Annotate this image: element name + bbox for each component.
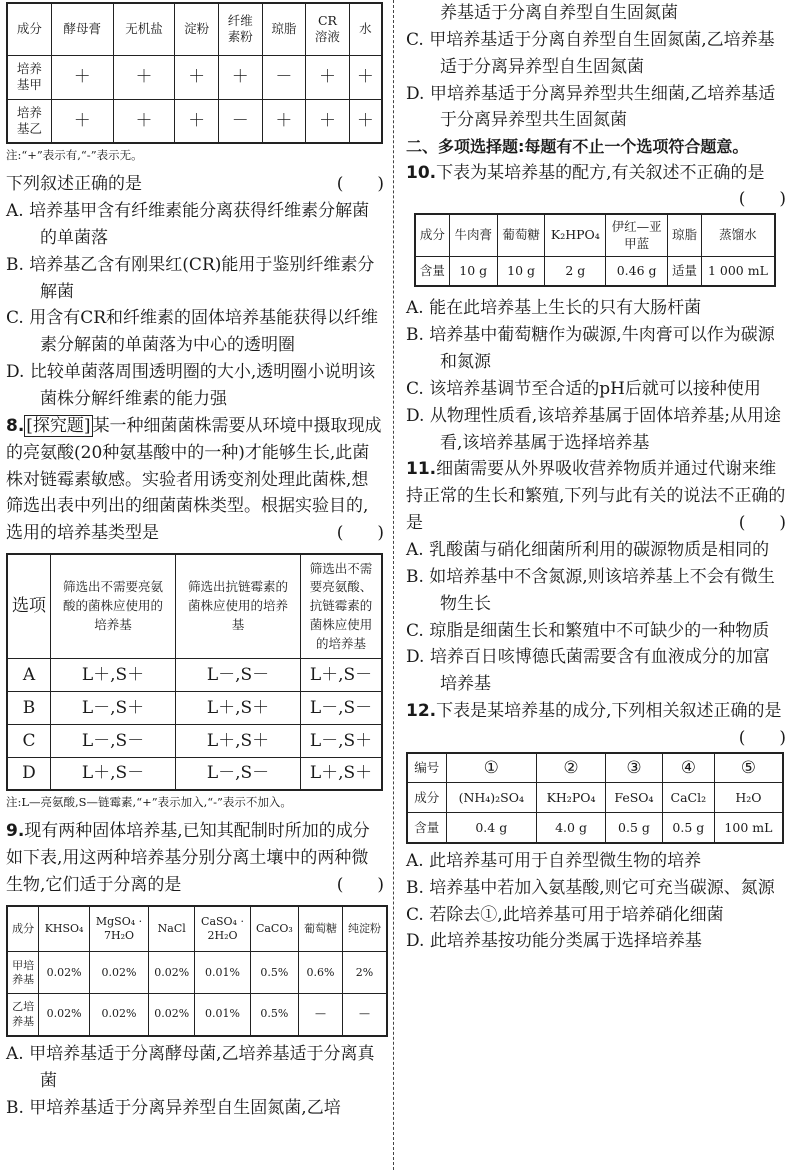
t1-header: 酵母膏 [63,21,101,37]
q12-amount: 100 mL [714,813,783,843]
q8-cell: L－,S＋ [301,724,383,757]
q12-amount: 0.5 g [606,813,663,843]
q12-component: CaCl₂ [662,783,714,813]
q9-cell: 0.02% [39,994,90,1036]
q8-cell: L＋,S－ [301,658,383,691]
column-divider [393,0,395,1170]
q8-cell: B [7,691,51,724]
q8-cell: D [7,757,51,790]
q10-stem: 10.下表为某培养基的配方,有关叙述不正确的是 ( ) [406,160,786,187]
q8-number: 8. [6,415,25,436]
q10-cell: 1 000 mL [701,256,775,286]
q10-cell: 适量 [668,256,702,286]
q10-number: 10. [406,162,437,183]
t1-cell: － [262,55,306,99]
t1-cell: ＋ [51,99,113,143]
q8-header: 筛选出抗链霉素的菌株应使用的培养基 [176,554,301,658]
q12-number: 12. [406,701,437,722]
answer-paren: ( ) [336,174,384,195]
q9-option-b-end: 养基适于分离自养型自生固氮菌 [440,3,678,23]
t1-cell: ＋ [349,99,382,143]
t1-cell: ＋ [113,55,175,99]
q9-cell: 0.02% [89,952,148,994]
q10-header: 甲蓝 [624,235,650,251]
q10-header: K₂HPO₄ [550,227,600,243]
q10-table [414,213,776,287]
q11-option-d: D. 培养百日咳博德氏菌需要含有血液成分的加富培养基 [406,647,770,695]
t1-cell: ＋ [218,55,262,99]
q9-cell: — [299,994,343,1036]
q9-cell: 0.5% [250,952,298,994]
q10-cell: 10 g [497,256,545,286]
q11-number: 11. [406,459,437,480]
q9-header: 2H₂O [207,929,238,943]
q12-amount: 0.4 g [446,813,536,843]
q8-header: 选项 [7,554,51,658]
q8-cell: L＋,S＋ [51,658,176,691]
q8-cell: L－,S－ [176,658,301,691]
answer-paren: ( ) [336,523,384,544]
q8-header: 筛选出不需要亮氨酸、抗链霉素的菌株应使用的培养基 [301,554,383,658]
q12-option-d: D. 此培养基按功能分类属于选择培养基 [406,931,702,952]
q9-cell: 0.02% [149,994,195,1036]
q11-stem: 11.细菌需要从外界吸收营养物质并通过代谢来维持正常的生长和繁殖,下列与此有关的说法不正确的是 ( ) [406,456,786,537]
q8-stem: 8. [探究题] 某一种细菌菌株需要从环境中摄取现成的亮氨酸(20种氨基酸中的一种)才能够生长,此菌株对链霉素敏感。实验者用诱变剂处理此菌株,想筛选出表中列出的细菌菌株类型。根据实验目的,选用的培养基类型是 ( ) [6,413,384,547]
q12-id: ③ [606,753,663,783]
left-column [6,0,384,1121]
q8-cell: L＋,S＋ [176,724,301,757]
q9-option-c: C. 甲培养基适于分离自养型自生固氮菌,乙培养基适于分离异养型自生固氮菌 [406,29,775,77]
q10-option-b: B. 培养基中葡萄糖作为碳源,牛肉膏可以作为碳源和氮源 [406,325,775,372]
q9-header: NaCl [157,921,186,935]
answer-paren: ( ) [738,513,786,534]
q8-cell: C [7,724,51,757]
section-heading: 二、多项选择题:每题有不止一个选项符合题意。 [406,137,749,157]
q8-cell: L－,S－ [176,757,301,790]
t1-header: 成分 [16,21,42,37]
q9-stem: 9.现有两种固体培养基,已知其配制时所加的成分如下表,用这两种培养基分别分离土壤中的两种微生物,它们适于分离的是 ( ) [6,818,384,899]
q10-header: 琼脂 [671,227,697,243]
q12-id: ⑤ [714,753,783,783]
q7-option-c: C. 用含有CR和纤维素的固体培养基能获得以纤维素分解菌的单菌落为中心的透明圈 [6,308,379,356]
q12-id: ① [446,753,536,783]
q12-component: (NH₄)₂SO₄ [446,783,536,813]
t1-cell: ＋ [306,55,350,99]
t1-header: 无机盐 [125,21,163,37]
t1-cell: ＋ [306,99,350,143]
q8-cell: L＋,S－ [51,757,176,790]
q11-option-c: C. 琼脂是细菌生长和繁殖中不可缺少的一种物质 [406,620,770,641]
q11-option-b: B. 如培养基中不含氮源,则该培养基上不会有微生物生长 [406,566,775,614]
t1-row-label: 培养 基乙 [7,99,51,143]
q10-header: 成分 [419,227,445,243]
q9-row-label: 乙培 养基 [7,994,39,1036]
q12-amount: 0.5 g [662,813,714,843]
q8-header: 筛选出不需要亮氨酸的菌株应使用的培养基 [51,554,176,658]
t1-cell: ＋ [51,55,113,99]
q8-cell: A [7,658,51,691]
q7-option-a: A. 培养基甲含有纤维素能分离获得纤维素分解菌的单菌落 [6,200,370,248]
right-column [406,0,786,955]
q10-header: 蒸馏水 [719,227,757,243]
q7-option-d: D. 比较单菌落周围透明圈的大小,透明圈小说明该菌株分解纤维素的能力强 [6,362,376,409]
q9-header: 葡萄糖 [304,921,337,935]
t1-header: 纤维 [227,13,253,28]
t1-row-label: 培养 基甲 [7,55,51,99]
q9-cell: 0.6% [299,952,343,994]
q10-row-label: 含量 [415,256,449,286]
t1-header: 淀粉 [184,21,210,37]
q9-cell: 0.5% [250,994,298,1036]
q8-cell: L－,S＋ [51,691,176,724]
t1-note: 注:“+”表示有,“-”表示无。 [6,148,143,162]
q9-cell: 0.02% [89,994,148,1036]
q7-stem: 下列叙述正确的是 ( ) [6,171,384,198]
q9-header: CaSO₄ · [201,914,244,928]
answer-paren: ( ) [336,874,384,895]
q7-option-b: B. 培养基乙含有刚果红(CR)能用于鉴别纤维素分解菌 [6,254,375,302]
t1-cell: ＋ [349,55,382,99]
q9-header: CaCO₃ [255,921,293,935]
t1-cell: ＋ [262,99,306,143]
q9-option-b-start: B. 甲培养基适于分离异养型自生固氮菌,乙培 [6,1097,341,1118]
q9-header: 成分 [12,921,35,935]
q12-label: 成分 [407,783,446,813]
q8-cell: L＋,S＋ [176,691,301,724]
q9-cell: 0.01% [195,994,250,1036]
q12-option-b: B. 培养基中若加入氨基酸,则它可充当碳源、氮源 [406,877,775,898]
t1-header: 琼脂 [271,21,297,37]
q12-id: ② [536,753,605,783]
q11-option-a: A. 乳酸菌与硝化细菌所利用的碳源物质是相同的 [406,540,770,561]
q12-stem: 12.下表是某培养基的成分,下列相关叙述正确的是 ( ) [406,698,786,725]
q9-header: 纯淀粉 [347,921,381,935]
q8-cell: L－,S－ [301,691,383,724]
q9-header: 7H₂O [103,929,135,943]
q9-number: 9. [6,821,25,842]
q9-table [6,905,388,1037]
q9-header: MgSO₄ · [95,914,143,928]
q9-option-d: D. 甲培养基适于分离异养型共生细菌,乙培养基适于分离异养型共生固氮菌 [406,83,776,131]
q12-option-a: A. 此培养基可用于自养型微生物的培养 [406,850,702,871]
q9-cell: 2% [342,952,387,994]
q9-cell: — [342,994,387,1036]
q12-table [406,752,784,844]
q10-option-c: C. 该培养基调节至合适的pH后就可以接种使用 [406,378,761,399]
t1-header: 素粉 [227,29,253,45]
t1-cell: ＋ [113,99,175,143]
q10-cell: 10 g [449,256,497,286]
t1-table [6,2,383,144]
q8-cell: L＋,S＋ [301,757,383,790]
q10-cell: 0.46 g [606,256,668,286]
q10-header: 葡萄糖 [502,227,540,243]
q12-id: ④ [662,753,714,783]
q12-label: 编号 [407,753,446,783]
t1-header: 水 [359,21,372,37]
t1-header: 溶液 [314,29,340,45]
q12-component: FeSO₄ [606,783,663,813]
q9-cell: 0.02% [39,952,90,994]
answer-paren: ( ) [738,728,786,749]
q9-header: KHSO₄ [44,921,84,935]
q9-row-label: 甲培 养基 [7,952,39,994]
q9-cell: 0.02% [149,952,195,994]
q9-option-a: A. 甲培养基适于分离酵母菌,乙培养基适于分离真菌 [6,1043,375,1091]
answer-paren: ( ) [738,189,786,210]
q10-header: 牛肉膏 [454,227,492,243]
q10-cell: 2 g [545,256,606,286]
t1-cell: ＋ [175,55,219,99]
q12-amount: 4.0 g [536,813,605,843]
q12-component: KH₂PO₄ [536,783,605,813]
q8-note: 注:L—亮氨酸,S—链霉素,“+”表示加入,“-”表示不加入。 [6,795,292,810]
q12-label: 含量 [407,813,446,843]
t1-cell: ＋ [175,99,219,143]
t1-header: CR [317,13,337,28]
q8-cell: L－,S－ [51,724,176,757]
q9-cell: 0.01% [195,952,250,994]
q10-header: 伊红—亚 [611,219,662,235]
q12-option-c: C. 若除去①,此培养基可用于培养硝化细菌 [406,904,724,925]
q10-option-a: A. 能在此培养基上生长的只有大肠杆菌 [406,298,702,319]
t1-cell: － [218,99,262,143]
q10-option-d: D. 从物理性质看,该培养基属于固体培养基;从用途看,该培养基属于选择培养基 [406,405,781,453]
q12-component: H₂O [714,783,783,813]
q8-tag: [探究题] [26,415,91,436]
q8-table [6,553,383,791]
